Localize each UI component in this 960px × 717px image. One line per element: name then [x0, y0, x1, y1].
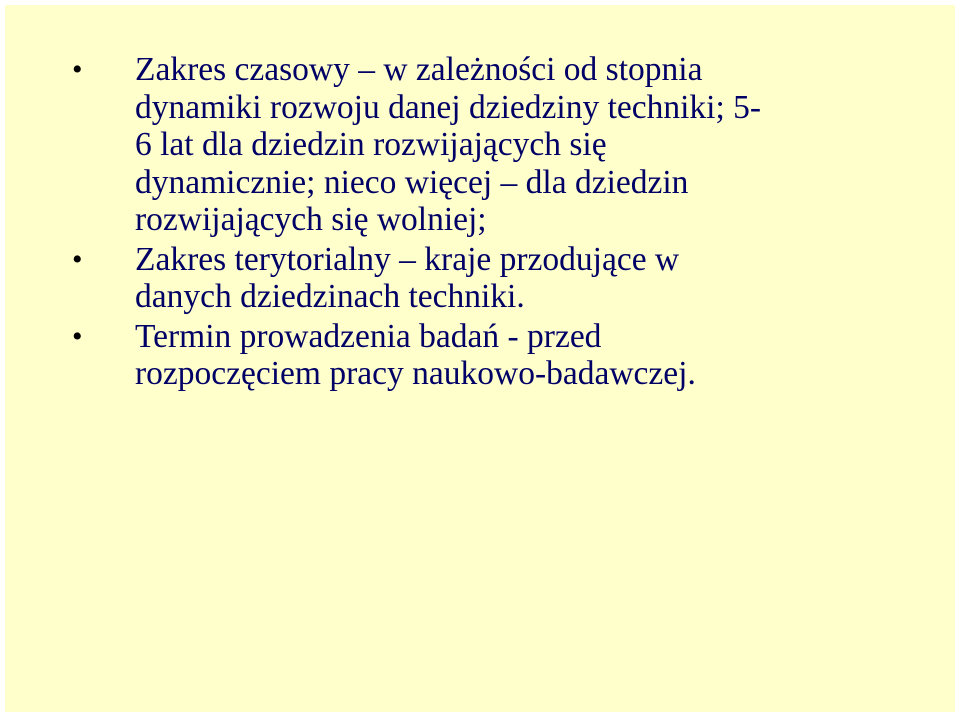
bullet-text: Zakres terytorialny – kraje przodujące w danych dziedzinach techniki. — [135, 240, 680, 315]
bullet-item-research-deadline — [72, 317, 865, 393]
bullet-list — [72, 51, 865, 395]
bullet-icon: • — [72, 53, 83, 86]
bullet-icon: • — [72, 242, 83, 276]
bullet-text: Termin prowadzenia badań - przed rozpoczęciem pracy naukowo-badawczej. — [135, 317, 696, 392]
bullet-text: Zakres czasowy – w zależności od stopnia dynamiki rozwoju danej dziedziny techniki; 5- 6 lat dla dziedzin rozwijających się dynamicznie; nieco więcej – dla dziedzin rozwijających się wolniej; — [135, 51, 762, 238]
bullet-icon: • — [72, 319, 83, 353]
slide — [5, 5, 955, 712]
bullet-item-territorial-range — [72, 240, 865, 316]
bullet-item-time-range — [72, 51, 865, 239]
